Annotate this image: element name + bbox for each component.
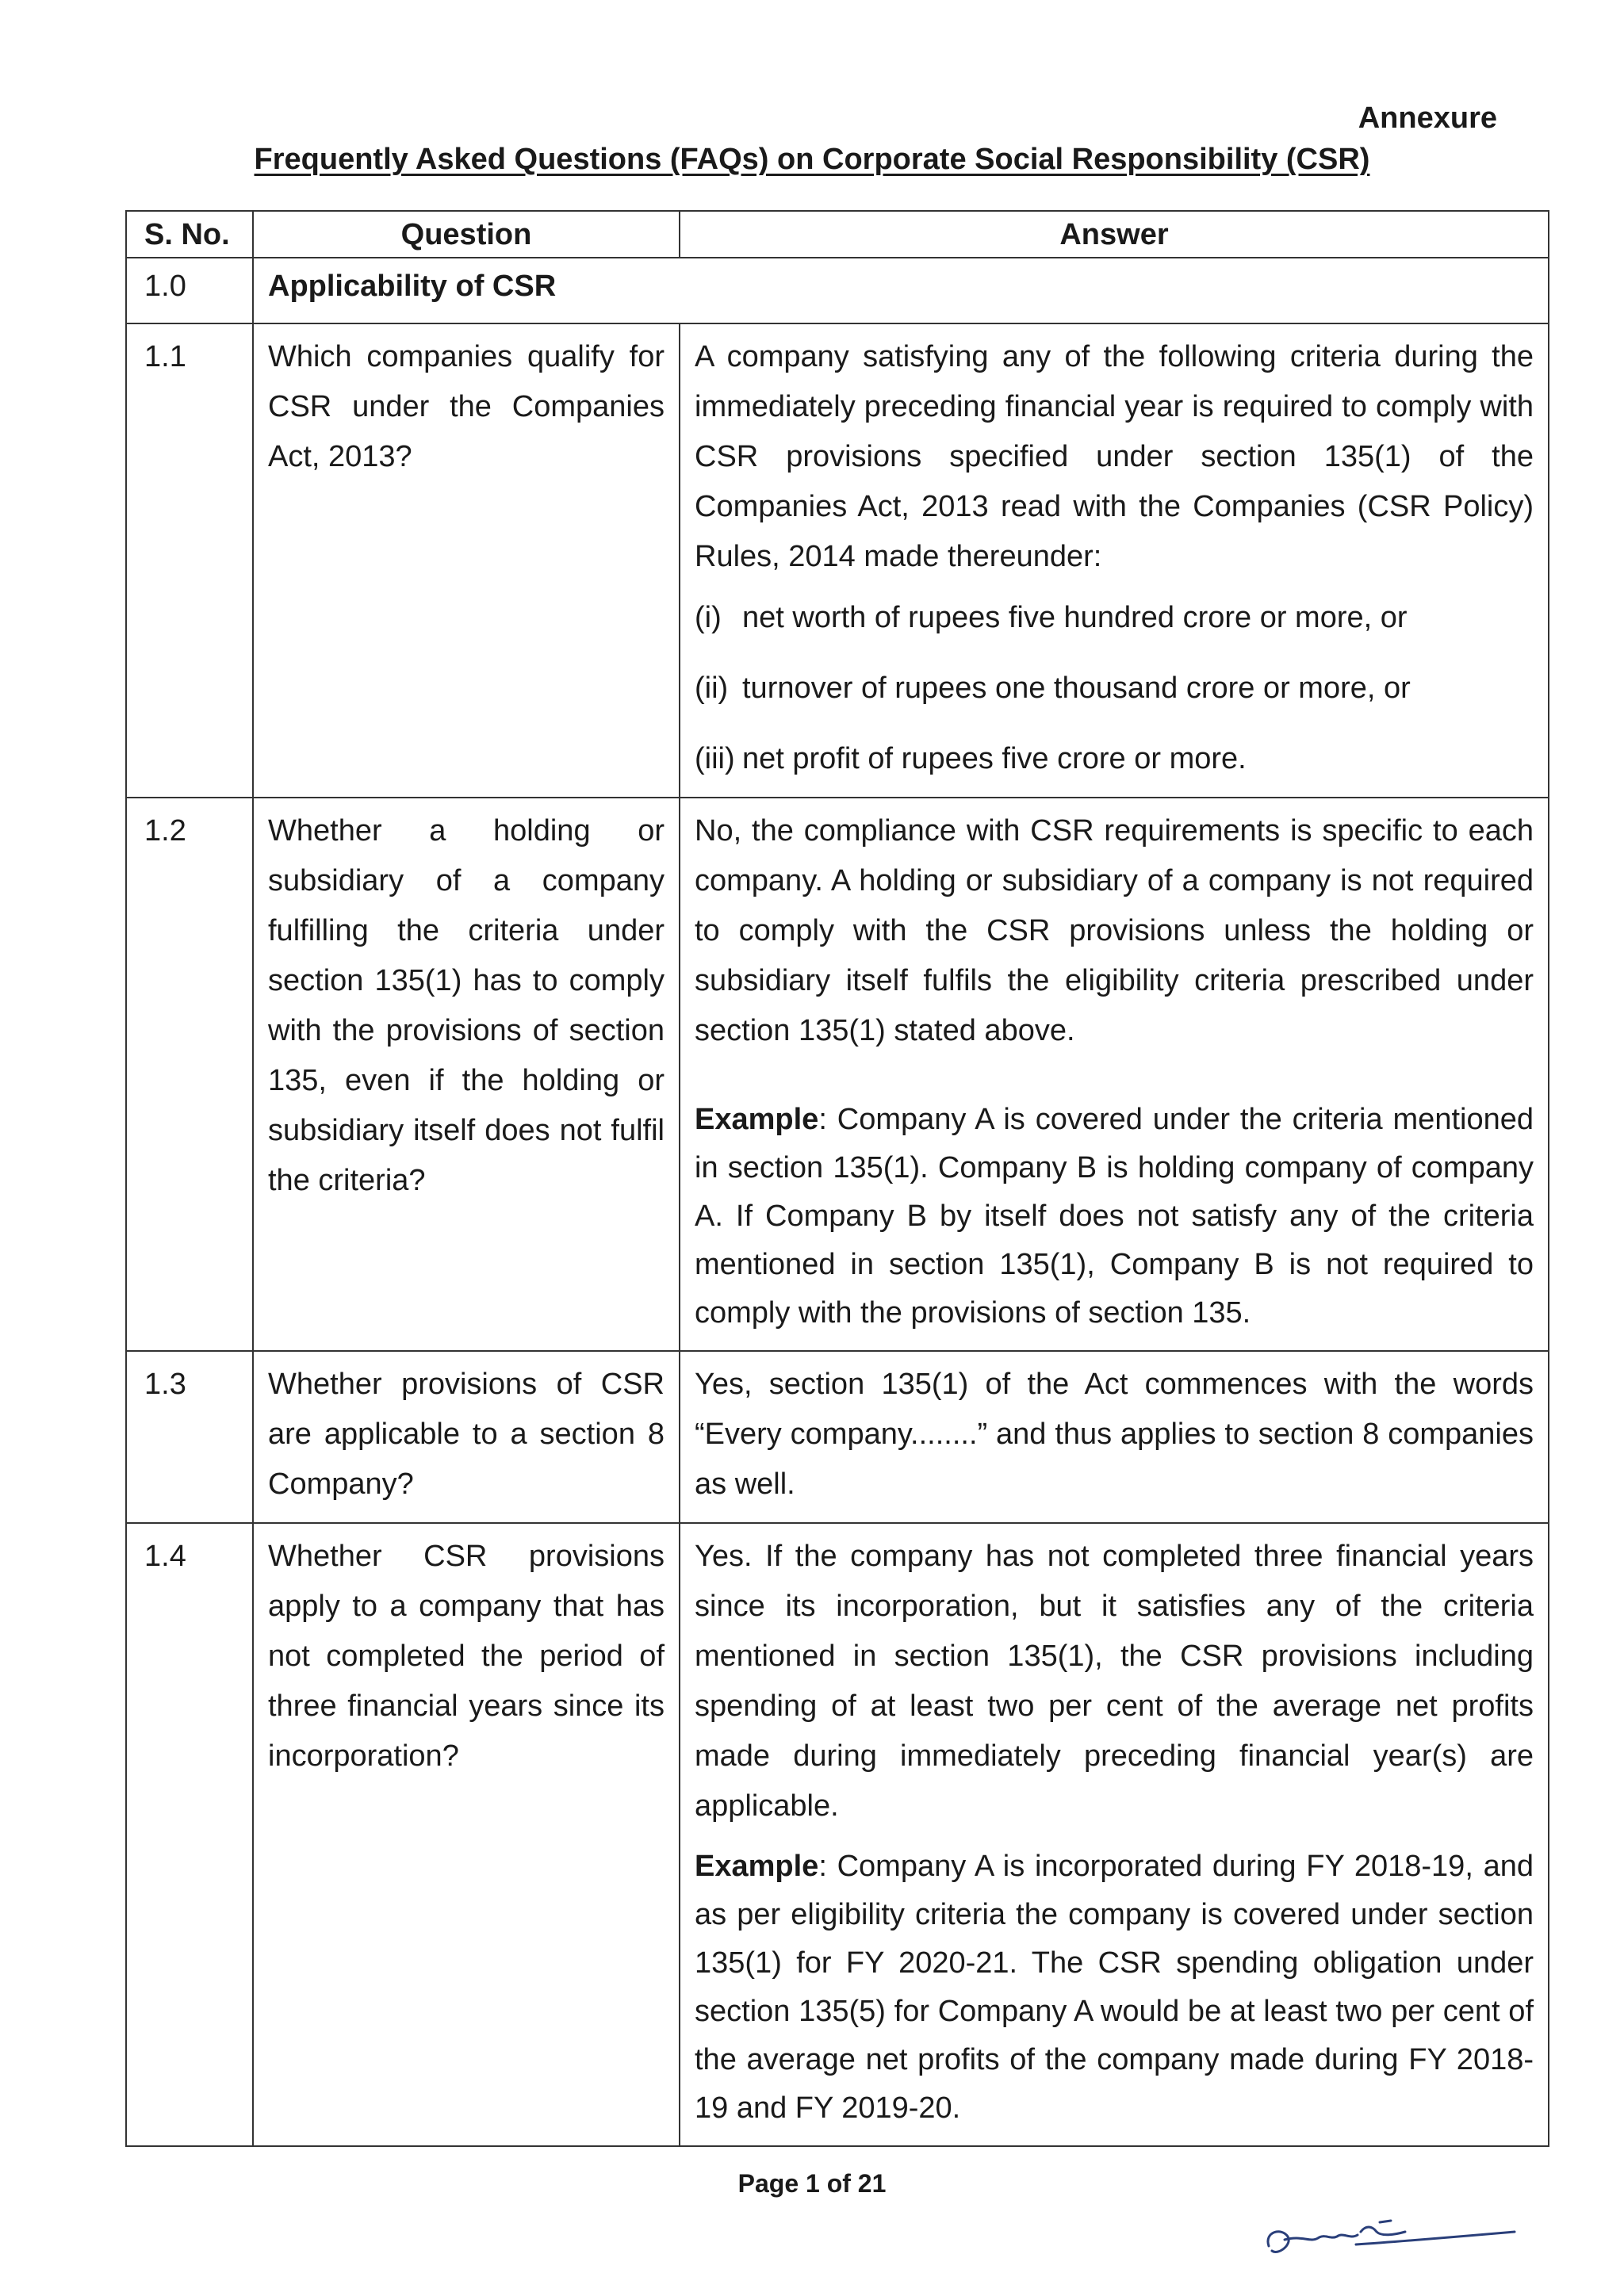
criteria-marker: (ii)	[695, 672, 729, 705]
header-question: Question	[253, 211, 680, 258]
answer-intro: A company satisfying any of the following criteria during the immediately preceding financial year is required to comply with CSR provisions specified under section 135(1) of the Companies Act, 2013 read with the Companies (CSR Policy) Rules, 2014 made thereunder:	[695, 340, 1534, 573]
example-text: : Company A is covered under the criteria mentioned in section 135(1). Company B is holding company of company A. If Company B by itself does not satisfy any of the criteria mentioned in section 135(1), Company B is not required to comply with the provisions of section 135.	[695, 1103, 1534, 1330]
section-number: 1.0	[126, 258, 253, 323]
row-question: Whether CSR provisions apply to a company that has not completed the period of three financial years since its incorporation?	[253, 1523, 680, 2146]
answer-text: Yes, section 135(1) of the Act commences with the words “Every company........” and thus applies to section 8 companies as well.	[695, 1368, 1534, 1501]
table-row	[126, 1351, 1549, 1523]
example-text: : Company A is incorporated during FY 2018-19, and as per eligibility criteria the company is covered under section 135(1) for FY 2020-21. The CSR spending obligation under section 135(5) for Company A would be at least two per cent of the average net profits of the company made during FY 2018-19 and FY 2019-20.	[695, 1850, 1534, 2125]
table-row	[126, 798, 1549, 1351]
signature	[1261, 2208, 1522, 2271]
example-label: Example	[695, 1850, 819, 1883]
criteria-text: net profit of rupees five crore or more.	[742, 742, 1247, 775]
row-question: Which companies qualify for CSR under the Companies Act, 2013?	[253, 323, 680, 798]
criteria-text: net worth of rupees five hundred crore or more, or	[742, 601, 1408, 634]
header-answer: Answer	[680, 211, 1549, 258]
page-number: Page 1 of 21	[737, 2169, 887, 2198]
criteria-item	[695, 593, 1534, 643]
table-row	[126, 1523, 1549, 2146]
signature-stroke	[1268, 2221, 1515, 2252]
paragraph-gap	[695, 1067, 1534, 1096]
answer-example	[695, 1843, 1534, 2133]
criteria-item	[695, 734, 1534, 784]
row-number: 1.1	[126, 323, 253, 798]
answer-example	[695, 1096, 1534, 1337]
criteria-item	[695, 664, 1534, 714]
row-question: Whether a holding or subsidiary of a company fulfilling the criteria under section 135(1) has to comply with the provisions of section 135, even if the holding or subsidiary itself does not fulfil the criteria?	[253, 798, 680, 1351]
section-title: Applicability of CSR	[268, 270, 557, 303]
table-header-row	[126, 211, 1549, 258]
answer-text: No, the compliance with CSR requirements is specific to each company. A holding or subsidiary of a company is not required to comply with the CSR provisions unless the holding or subsidiary itself fulfils the eligibility criteria prescribed under section 135(1) stated above.	[695, 814, 1534, 1047]
annexure-label: Annexure	[1358, 101, 1497, 135]
section-title-cell	[253, 258, 1549, 323]
criteria-marker: (iii)	[695, 742, 735, 775]
criteria-marker: (i)	[695, 601, 722, 634]
row-answer	[680, 1351, 1549, 1523]
row-number: 1.2	[126, 798, 253, 1351]
row-answer	[680, 798, 1549, 1351]
header-sno: S. No.	[126, 211, 253, 258]
row-question: Whether provisions of CSR are applicable to a section 8 Company?	[253, 1351, 680, 1523]
row-number: 1.3	[126, 1351, 253, 1523]
row-answer	[680, 323, 1549, 798]
criteria-text: turnover of rupees one thousand crore or more, or	[742, 672, 1411, 705]
document-title: Frequently Asked Questions (FAQs) on Corporate Social Responsibility (CSR)	[254, 143, 1370, 176]
answer-text: Yes. If the company has not completed three financial years since its incorporation, but it satisfies any of the criteria mentioned in section 135(1), the CSR provisions including spending of at least two per cent of the average net profits made during immediately preceding financial year(s) are applicable.	[695, 1540, 1534, 1823]
table-row	[126, 323, 1549, 798]
row-answer	[680, 1523, 1549, 2146]
section-row	[126, 258, 1549, 323]
row-number: 1.4	[126, 1523, 253, 2146]
example-label: Example	[695, 1103, 819, 1136]
faq-table	[125, 210, 1549, 2147]
